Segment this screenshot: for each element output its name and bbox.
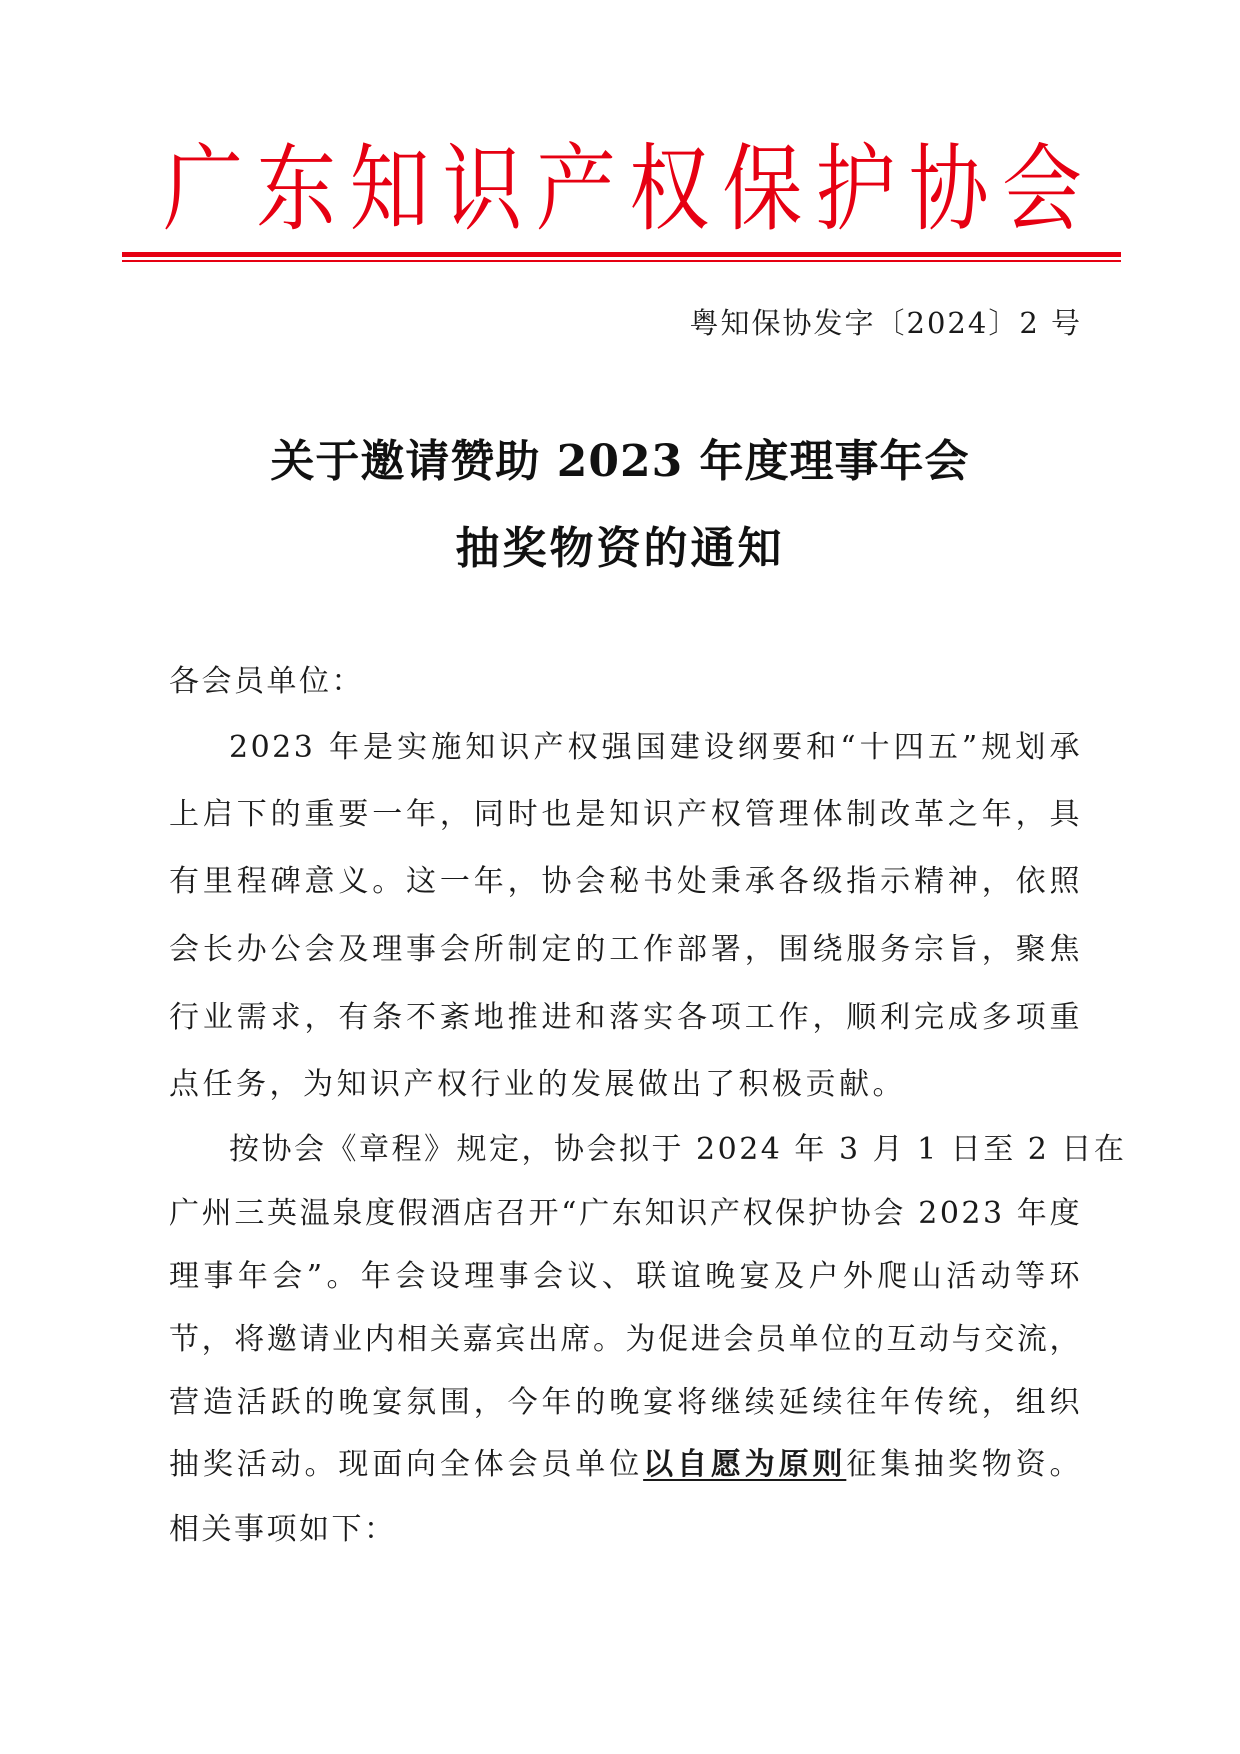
paragraph-2-last-line — [169, 1445, 1082, 1485]
closing-line: 相关事项如下： — [169, 1512, 397, 1547]
org-letterhead-title: 广东知识产权保护协会 — [163, 134, 1082, 244]
paragraph-2-line: 广州三英温泉度假酒店召开“广东知识产权保护协会 2023 年度 — [169, 1196, 1082, 1231]
paragraph-1-line: 行业需求，有条不紊地推进和落实各项工作，顺利完成多项重 — [169, 1000, 1082, 1035]
paragraph-1-line: 2023 年是实施知识产权强国建设纲要和“十四五”规划承 — [229, 730, 1082, 765]
paragraph-2-line: 按协会《章程》规定，协会拟于 2024 年 3 月 1 日至 2 日在 — [229, 1132, 1127, 1167]
paragraph-1-line: 上启下的重要一年，同时也是知识产权管理体制改革之年，具 — [169, 797, 1082, 832]
paragraph-2-line: 营造活跃的晚宴氛围，今年的晚宴将继续延续往年传统，组织 — [169, 1385, 1082, 1420]
salutation: 各会员单位： — [169, 664, 364, 699]
document-number: 粤知保协发字〔2024〕2 号 — [689, 306, 1082, 340]
paragraph-1-line: 会长办公会及理事会所制定的工作部署，围绕服务宗旨，聚焦 — [169, 932, 1082, 967]
paragraph-2-text-after: 征集抽奖物资。 — [846, 1447, 1083, 1482]
paragraph-1-line: 点任务，为知识产权行业的发展做出了积极贡献。 — [169, 1067, 906, 1102]
voluntary-principle-emphasis: 以自愿为原则 — [643, 1447, 847, 1482]
document-title-line-1: 关于邀请赞助 2023 年度理事年会 — [270, 436, 970, 487]
paragraph-2-line: 节，将邀请业内相关嘉宾出席。为促进会员单位的互动与交流， — [169, 1322, 1082, 1357]
document-title-line-2: 抽奖物资的通知 — [455, 523, 785, 574]
paragraph-2-text-before: 抽奖活动。现面向全体会员单位 — [169, 1447, 644, 1482]
paragraph-1-line: 有里程碑意义。这一年，协会秘书处秉承各级指示精神，依照 — [169, 864, 1082, 899]
letterhead-thin-rule — [122, 260, 1121, 262]
letterhead-thick-rule — [122, 252, 1121, 257]
paragraph-2-line: 理事年会”。年会设理事会议、联谊晚宴及户外爬山活动等环 — [169, 1259, 1082, 1294]
